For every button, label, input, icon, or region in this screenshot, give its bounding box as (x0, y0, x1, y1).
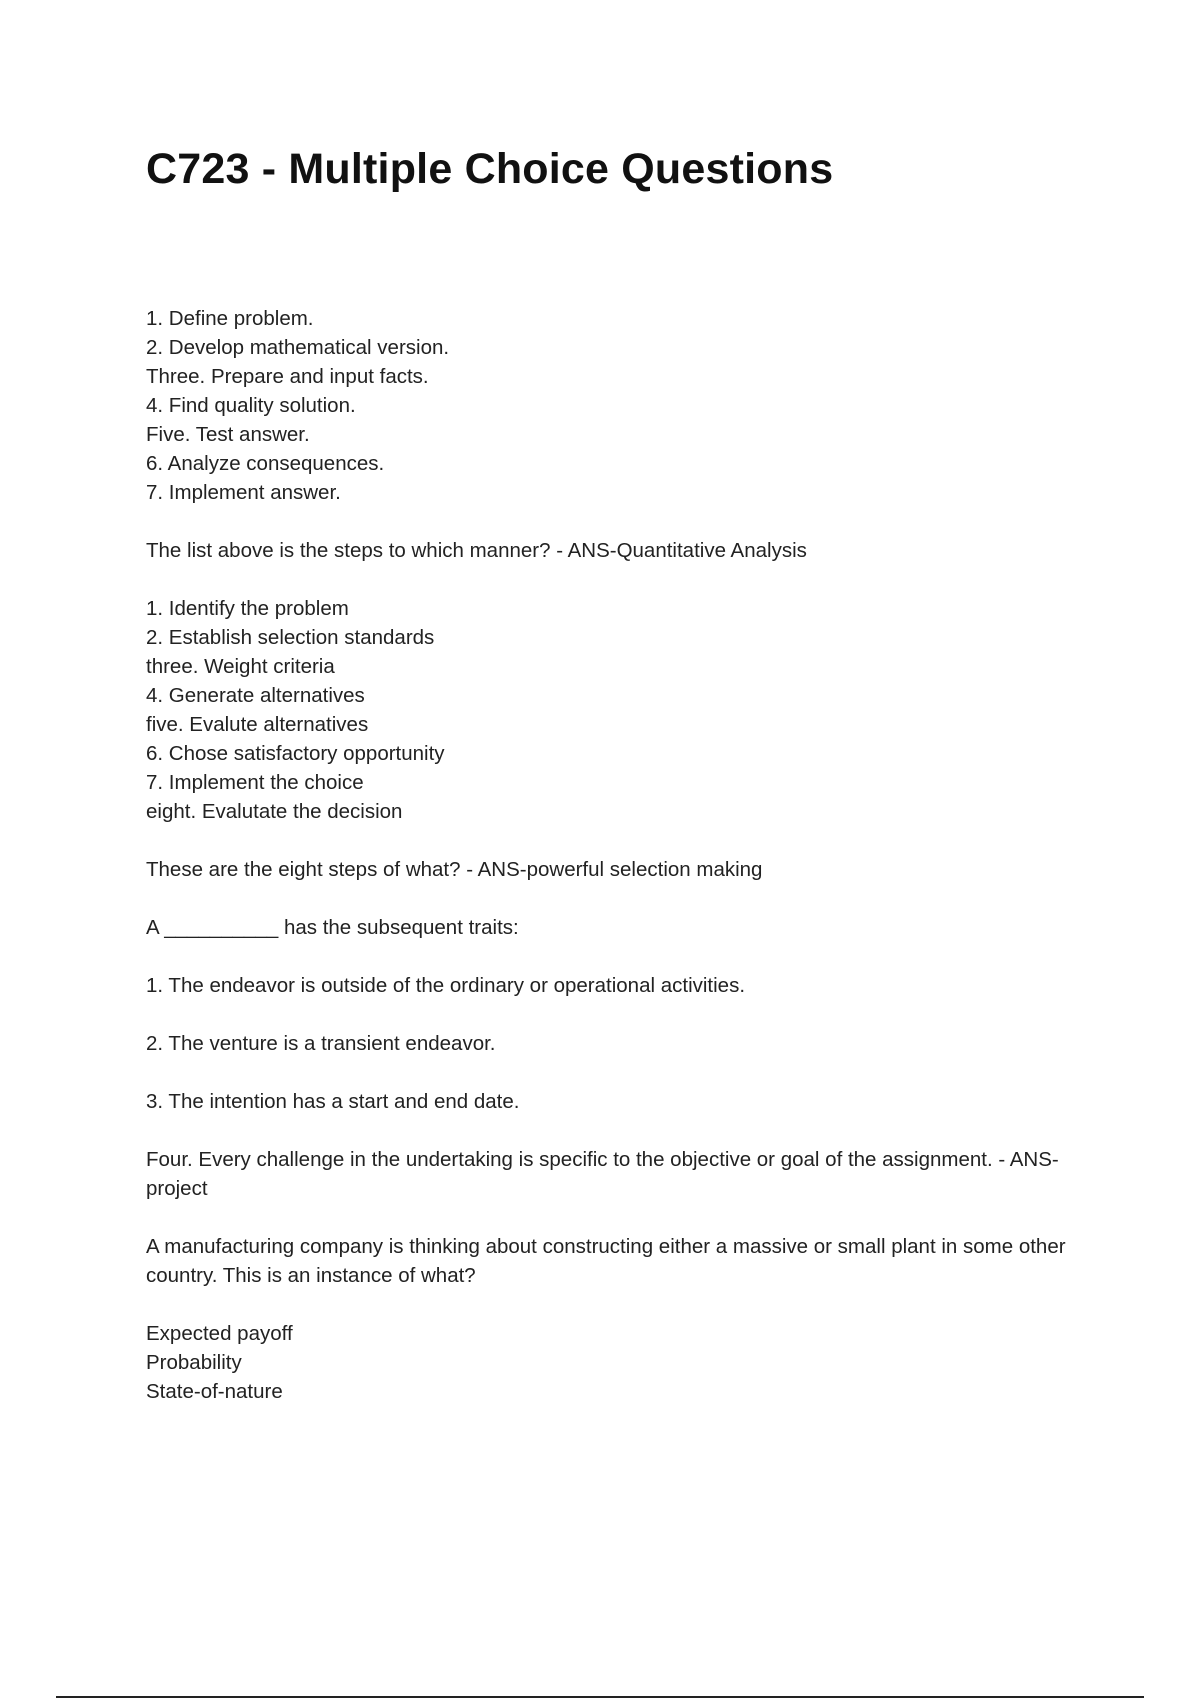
list-item: eight. Evalutate the decision (146, 800, 403, 823)
answer-option: State-of-nature (146, 1380, 283, 1403)
list-item: 4. Generate alternatives (146, 684, 365, 707)
trait-item: Four. Every challenge in the undertaking is specific to the objective or goal of the assignment. - ANS-project (146, 1148, 1059, 1200)
list-item: 2. Establish selection standards (146, 626, 435, 649)
list-item: 7. Implement the choice (146, 771, 364, 794)
bottom-divider (56, 1696, 1144, 1698)
trait-item: 3. The intention has a start and end date. (146, 1090, 520, 1113)
list-item: 6. Analyze consequences. (146, 452, 385, 475)
list-item: Five. Test answer. (146, 423, 310, 446)
list-item: five. Evalute alternatives (146, 713, 369, 736)
page-title: C723 - Multiple Choice Questions (146, 145, 834, 193)
spacer (146, 942, 1086, 971)
spacer (146, 1290, 1086, 1319)
trait-item: 2. The venture is a transient endeavor. (146, 1032, 496, 1055)
spacer (146, 1000, 1086, 1029)
answer-options (146, 1319, 1086, 1406)
list-item: 4. Find quality solution. (146, 394, 356, 417)
list-item: Three. Prepare and input facts. (146, 365, 429, 388)
list-item: 6. Chose satisfactory opportunity (146, 742, 445, 765)
document-body (146, 304, 1086, 1406)
list-item: 1. Define problem. (146, 307, 314, 330)
question-text: The list above is the steps to which manner? - ANS-Quantitative Analysis (146, 539, 807, 562)
section-decision-steps (146, 594, 1086, 826)
question-intro: A __________ has the subsequent traits: (146, 916, 519, 939)
answer-option: Probability (146, 1351, 242, 1374)
spacer (146, 1203, 1086, 1232)
list-item: 2. Develop mathematical version. (146, 336, 450, 359)
question-text: These are the eight steps of what? - ANS-powerful selection making (146, 858, 763, 881)
question-text: A manufacturing company is thinking about constructing either a massive or small plant in some other country. This is an instance of what? (146, 1235, 1066, 1287)
spacer (146, 1116, 1086, 1145)
answer-option: Expected payoff (146, 1322, 293, 1345)
spacer (146, 565, 1086, 594)
list-item: 7. Implement answer. (146, 481, 341, 504)
list-item: three. Weight criteria (146, 655, 335, 678)
spacer (146, 507, 1086, 536)
spacer (146, 1058, 1086, 1087)
spacer (146, 826, 1086, 855)
section-quantitative-steps (146, 304, 1086, 507)
spacer (146, 884, 1086, 913)
trait-item: 1. The endeavor is outside of the ordinary or operational activities. (146, 974, 746, 997)
list-item: 1. Identify the problem (146, 597, 349, 620)
